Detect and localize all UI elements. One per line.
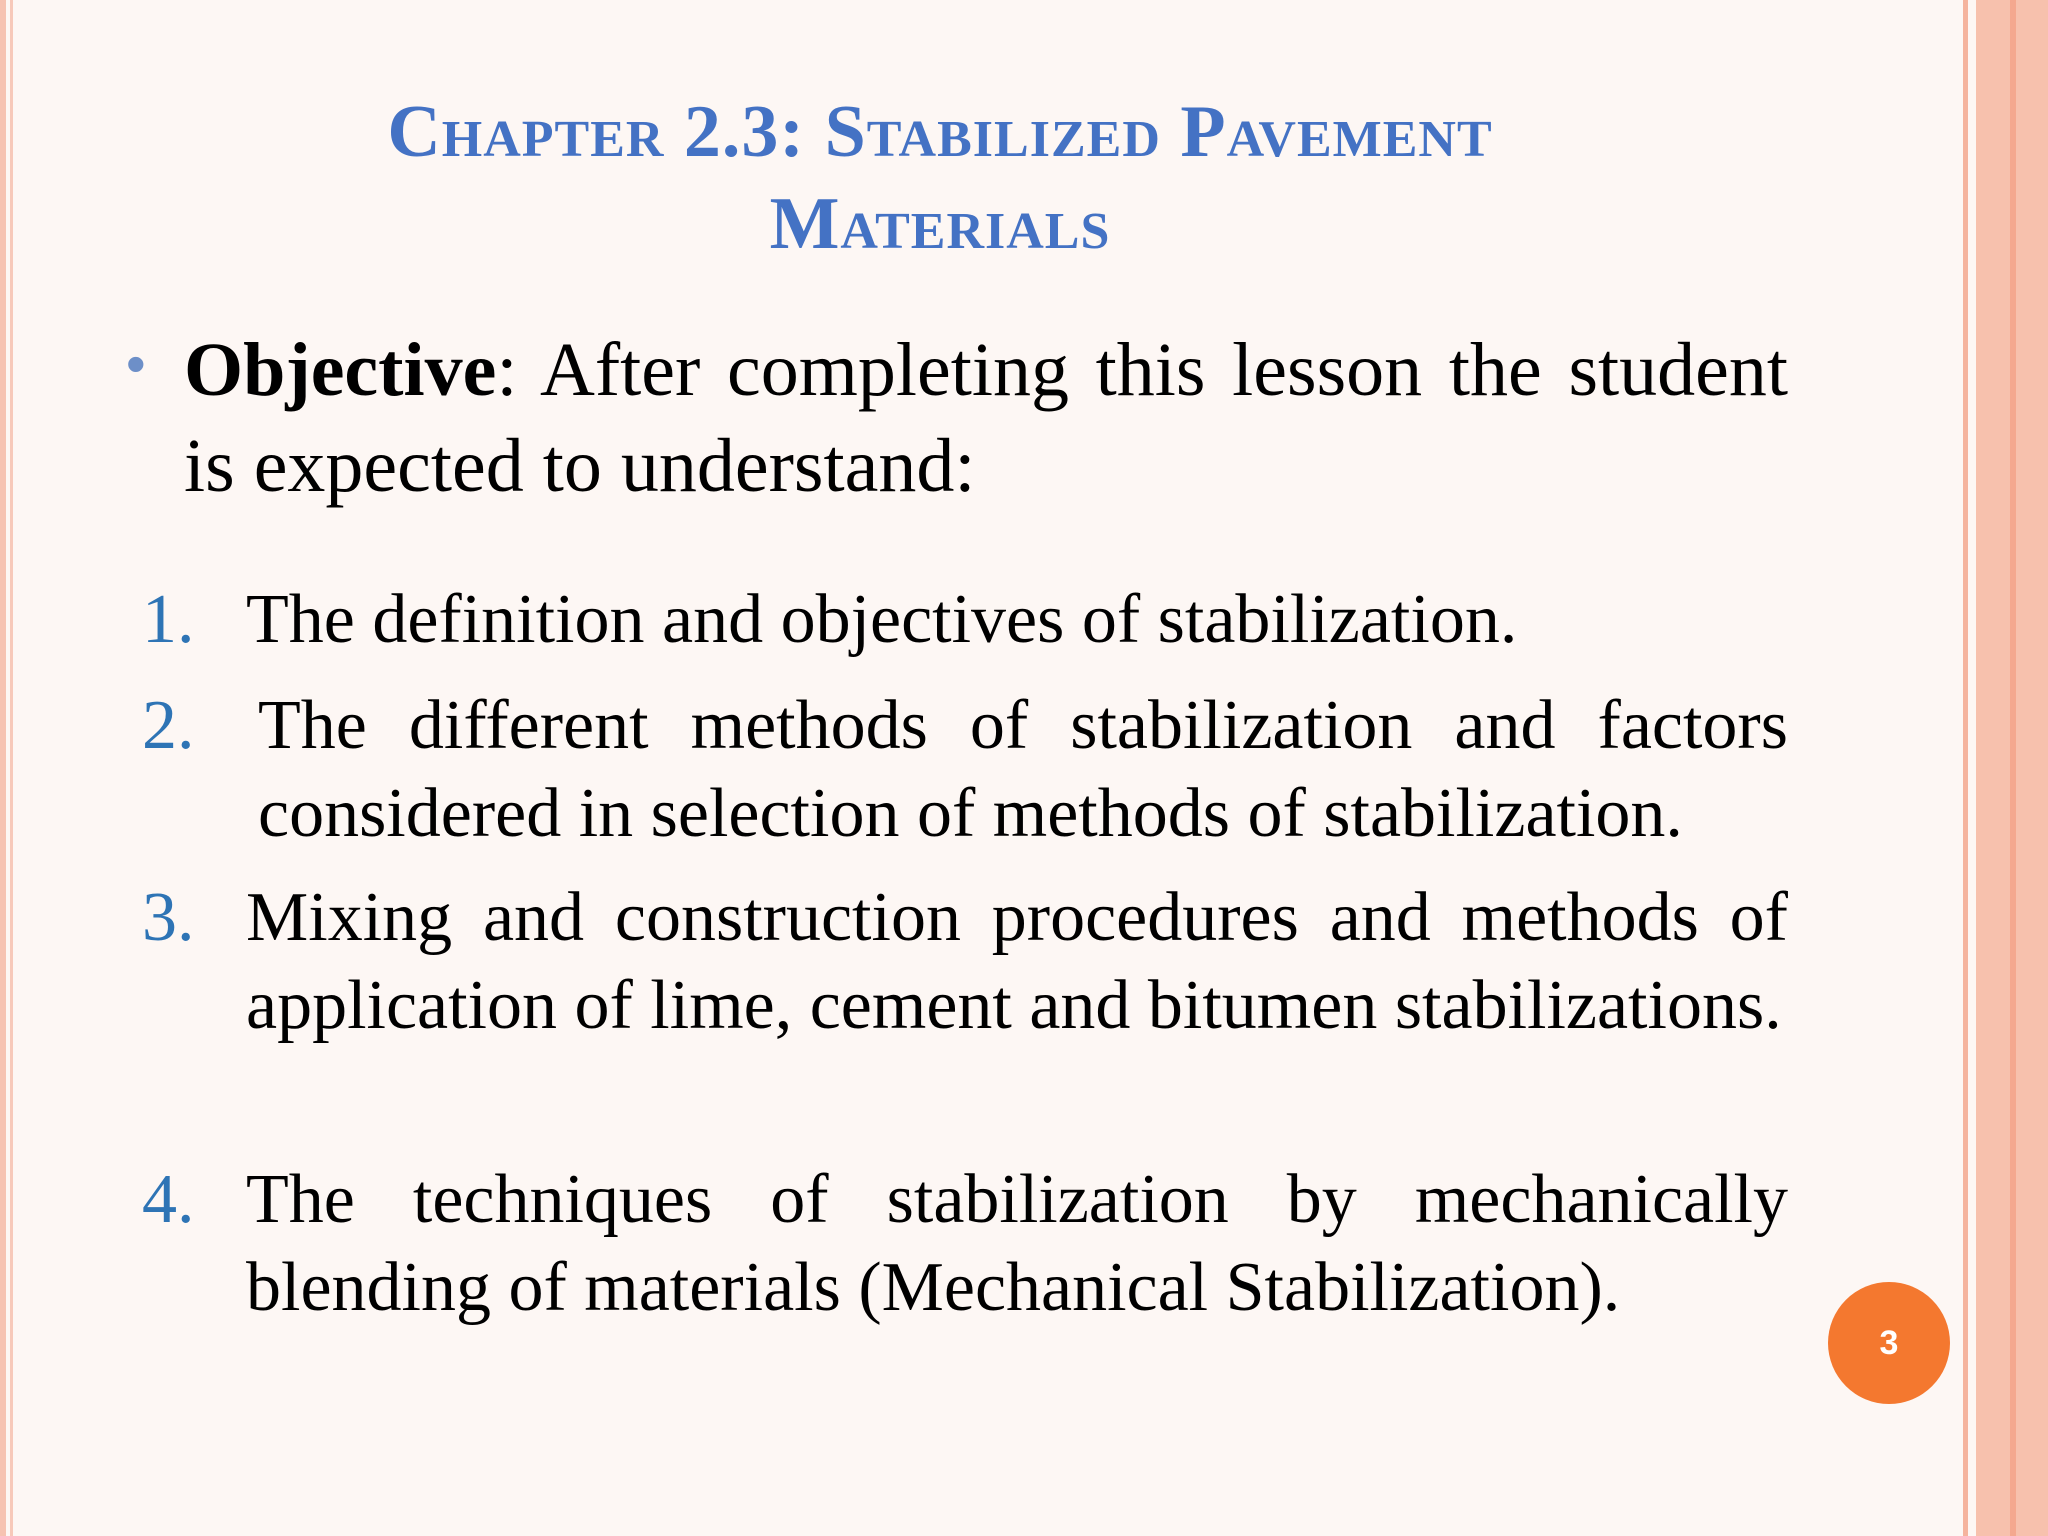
list-item-text: The different methods of stabilization and factors considered in selection of methods of stabilization. [258,687,1788,852]
list-item-number: 2. [142,687,195,764]
list-item-text: The techniques of stabilization by mechanically blending of materials (Mechanical Stabilization). [246,1161,1788,1326]
slide-title [200,86,1680,270]
slide-title-line-1: Chapter 2.3: Stabilized Pavement [387,91,1493,173]
right-border-line [2010,0,2016,1536]
list-item-text: Mixing and construction procedures and methods of application of lime, cement and bitumen stabilizations. [246,879,1788,1044]
objective-paragraph [184,322,1788,514]
left-border-stripe [0,0,6,1536]
left-border-line [10,0,13,1536]
list-item-text: The definition and objectives of stabilization. [246,581,1518,658]
bullet-icon: • [126,332,146,395]
list-item-number: 4. [142,1161,195,1238]
list-item-number: 3. [142,879,195,956]
page-number-badge: 3 [1828,1282,1950,1404]
list-item-number: 1. [142,581,195,658]
right-border-bar [1963,0,1968,1536]
slide-title-line-2: Materials [769,183,1111,265]
objective-text: : After completing this lesson the student is expected to understand: [184,328,1788,508]
objective-label: Objective [184,328,497,412]
